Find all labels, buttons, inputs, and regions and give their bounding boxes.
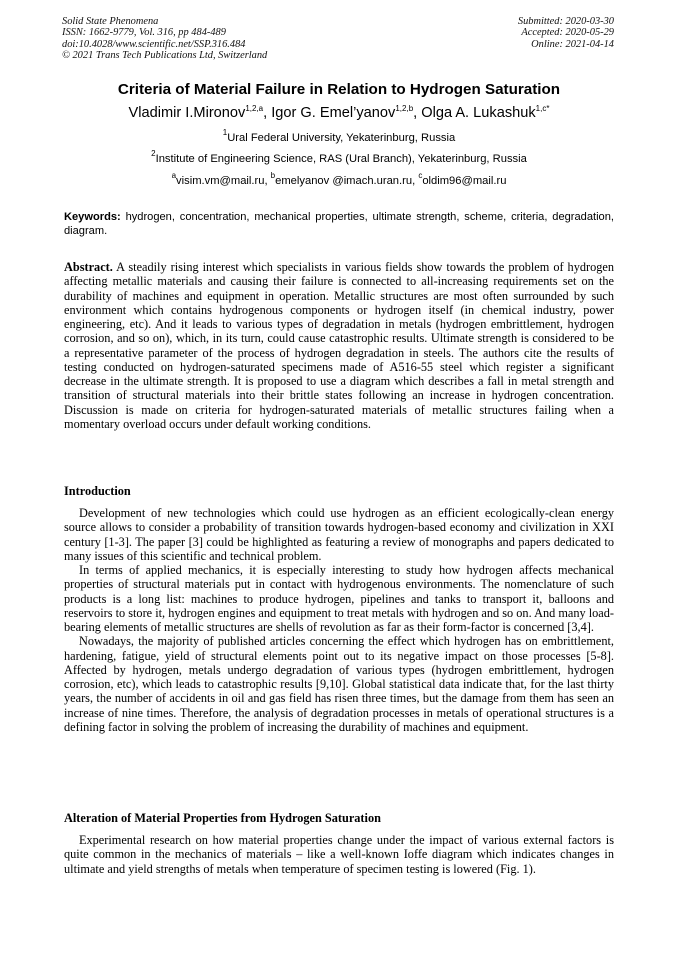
- journal-copyright: © 2021 Trans Tech Publications Ltd, Switzerland: [62, 50, 268, 62]
- email-mark: b: [270, 171, 276, 180]
- author-name: Igor G. Emel’yanov: [271, 105, 396, 121]
- keywords-text: hydrogen, concentration, mechanical properties, ultimate strength, scheme, criteria, degradation, diagram.: [64, 211, 614, 238]
- journal-doi: doi:10.4028/www.scientific.net/SSP.316.484: [62, 38, 246, 50]
- journal-name: Solid State Phenomena: [62, 16, 159, 27]
- submitted-date: Submitted: 2020-03-30: [517, 16, 614, 27]
- email-line: [0, 171, 678, 187]
- introduction-body: [64, 506, 614, 734]
- affiliation-mark: 1: [222, 128, 228, 137]
- email-mark: a: [171, 171, 177, 180]
- author-affil-mark: 1,2,b: [395, 104, 414, 113]
- abstract: [64, 260, 614, 431]
- email-mark: c: [418, 171, 423, 180]
- email-link[interactable]: emelyanov @imach.uran.ru,: [275, 175, 419, 187]
- author-name: Olga A. Lukashuk: [421, 105, 536, 121]
- author-affil-mark: 1,c*: [535, 104, 550, 113]
- author-name: Vladimir I.Mironov: [128, 105, 246, 121]
- online-date: Online: 2021-04-14: [531, 38, 614, 50]
- keywords: [64, 210, 614, 238]
- paragraph: Nowadays, the majority of published articles concerning the effect which hydrogen has on embrittlement, hardening, fatigue, yield of structural elements point out to its negative impact on those processes [5-8]. Affected by hydrogen, metals undergo degradation of various types (hydrogen embrittlement, hydrogen corrosion, etc), which leads to catastrophic results [9,10]. Global statistical data indicate that, for the last thirty years, the number of accidents in oil and gas field has risen three times, but the damage from them has seen an increase of nine times. Therefore, the analysis of degradation processes in metals of operational structures is a defining factor in solving the problem of increasing the durability of machines and equipment.: [64, 634, 614, 734]
- journal-header-right: [518, 16, 614, 50]
- email-link[interactable]: visim.vm@mail.ru,: [176, 175, 271, 187]
- affiliation-text: Ural Federal University, Yekaterinburg, Russia: [227, 132, 456, 144]
- author-list: Vladimir I.Mironov$^{1,2,a}$, Igor G. Emel’yanov$^{1,2,b}$, Olga A. Lukashuk$^{1,c*}$: [128, 104, 550, 121]
- section-heading-alteration: Alteration of Material Properties from Hydrogen Saturation: [64, 811, 381, 825]
- abstract-label: Abstract.: [64, 260, 113, 274]
- alteration-body: [64, 833, 614, 876]
- affiliation: [0, 149, 678, 165]
- paper-title: Criteria of Material Failure in Relation to Hydrogen Saturation: [117, 81, 561, 98]
- email-link[interactable]: oldim96@mail.ru: [422, 175, 507, 187]
- abstract-text: A steadily rising interest which specialists in various fields show towards the problem of hydrogen affecting metallic materials and causing their failure is connected to all-increasing requirements set on the durability of machines and equipment in operation. Metallic structures are most often surrounded by such environment which contains hydrogenous components or hydrogen itself (in chemical industry, power engineering, etc). And it leads to various types of degradation in metals (hydrogen embrittlement, hydrogen corrosion, and so on), which, in its turn, could cause catastrophic results. Ultimate strength is considered to be a representative parameter of the process of hydrogen degradation in steels. The authors cite the results of testing conducted on hydrogen-saturated specimens made of A516-55 steel which register a significant decrease in the ultimate strength. It is proposed to use a diagram which describes a fall in metal strength and transition of structural materials into their brittle states following an increase in hydrogen concentration. Discussion is made on criteria for hydrogen-saturated materials of metallic structures failing when a momentary overload occurs under default working conditions.: [64, 260, 614, 431]
- paragraph: Experimental research on how material properties change under the impact of various external factors is quite common in the mechanics of materials – like a well-known Ioffe diagram which indicates changes in ultimate and yield strengths of metals when temperature of specimen testing is lowered (Fig. 1).: [64, 833, 614, 876]
- keywords-label: Keywords:: [64, 211, 121, 223]
- author-affil-mark: 1,2,a: [245, 104, 264, 113]
- journal-issn: ISSN: 1662-9779, Vol. 316, pp 484-489: [62, 27, 226, 39]
- section-heading-introduction: Introduction: [64, 484, 131, 498]
- affiliation-text: Institute of Engineering Science, RAS (Ural Branch), Yekaterinburg, Russia: [155, 153, 527, 165]
- journal-header-left: [62, 16, 267, 62]
- paragraph: In terms of applied mechanics, it is especially interesting to study how hydrogen affects mechanical properties of structural materials put in contact with hydrogenous environments. The nomenclature of such products is a long list: machines to produce hydrogen, pipelines and tanks to transport it, balloons and reservoirs to store it, hydrogen engines and equipment to treat metals with hydrogen and so on. And many load-bearing elements of metallic structures are shells of revolution as far as their form-factor is concerned [3,4].: [64, 563, 614, 634]
- accepted-date: Accepted: 2020-05-29: [521, 27, 614, 39]
- affiliation-mark: 2: [151, 149, 156, 158]
- affiliation: [0, 128, 678, 144]
- paragraph: Development of new technologies which could use hydrogen as an efficient ecologically-clean energy source allows to consider a probability of transition towards hydrogen-based economy and civilization in XXI century [1-3]. The paper [3] could be highlighted as featuring a review of monographs and papers dedicated to many issues of this scientific and technical problem.: [64, 506, 614, 563]
